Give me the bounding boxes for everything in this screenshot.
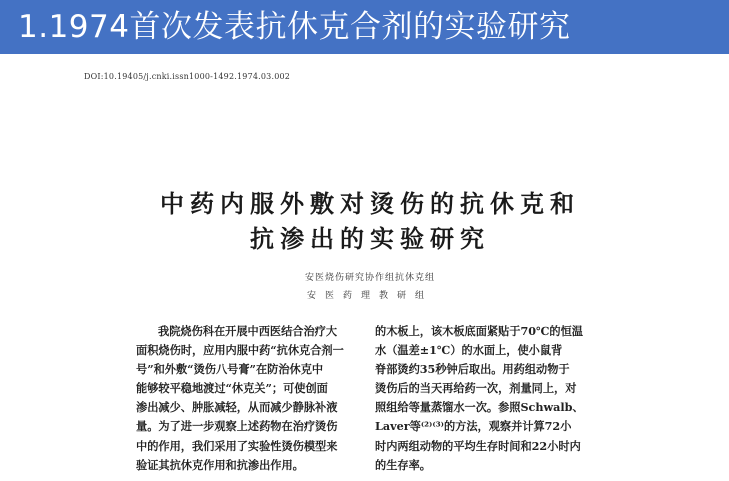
slide-title: 1.1974首次发表抗休克合剂的实验研究 [18, 9, 571, 45]
text-line: 号”和外敷“烫伤八号膏”在防治休克中 [136, 362, 324, 377]
right-text-column [375, 322, 607, 475]
doi-label: DOI:10.19405/j.cnki.issn1000-1492.1974.03.002 [84, 72, 291, 81]
affiliation-line-2: 安医药理教研组 [306, 291, 433, 301]
text-line: 中的作用，我们采用了实验性烫伤模型来 [136, 438, 338, 453]
text-line: 烫伤后的当天再给药一次，剂量同上，对 [375, 381, 577, 396]
text-line: 量。为了进一步观察上述药物在治疗烫伤 [136, 419, 338, 434]
article-title-line-1: 中药内服外敷对烫伤的抗休克和 [160, 189, 580, 218]
article-title-line-2: 抗渗出的实验研究 [250, 224, 490, 253]
text-line: 照组给等量蒸馏水一次。参照Schwalb、 [375, 400, 584, 415]
text-line: 能够较平稳地渡过“休克关”；可使创面 [136, 381, 328, 396]
text-line: 面积烧伤时，应用内服中药“抗休克合剂一 [136, 343, 344, 358]
text-line: 水（温差±1℃）的水面上，使小鼠背 [375, 343, 563, 358]
text-line: 验证其抗休克作用和抗渗出作用。 [136, 457, 304, 472]
text-line: 时内两组动物的平均生存时间和22小时内 [375, 438, 581, 453]
text-line: 的木板上，该木板底面紧贴于70℃的恒温 [375, 324, 583, 338]
text-line: 渗出减少、肿胀减轻，从而减少静脉补液 [136, 400, 338, 415]
affiliation-line-1: 安医烧伤研究协作组抗休克组 [304, 273, 435, 283]
text-line: 的生存率。 [375, 457, 431, 472]
text-line: Laver等⁽²⁾⁽³⁾的方法，观察并计算72小 [375, 419, 572, 434]
text-line: 脊部烫约35秒钟后取出。用药组动物于 [375, 362, 570, 377]
title-banner [0, 0, 729, 54]
text-line: 我院烧伤科在开展中西医结合治疗大 [158, 324, 338, 338]
left-text-column [136, 322, 358, 475]
